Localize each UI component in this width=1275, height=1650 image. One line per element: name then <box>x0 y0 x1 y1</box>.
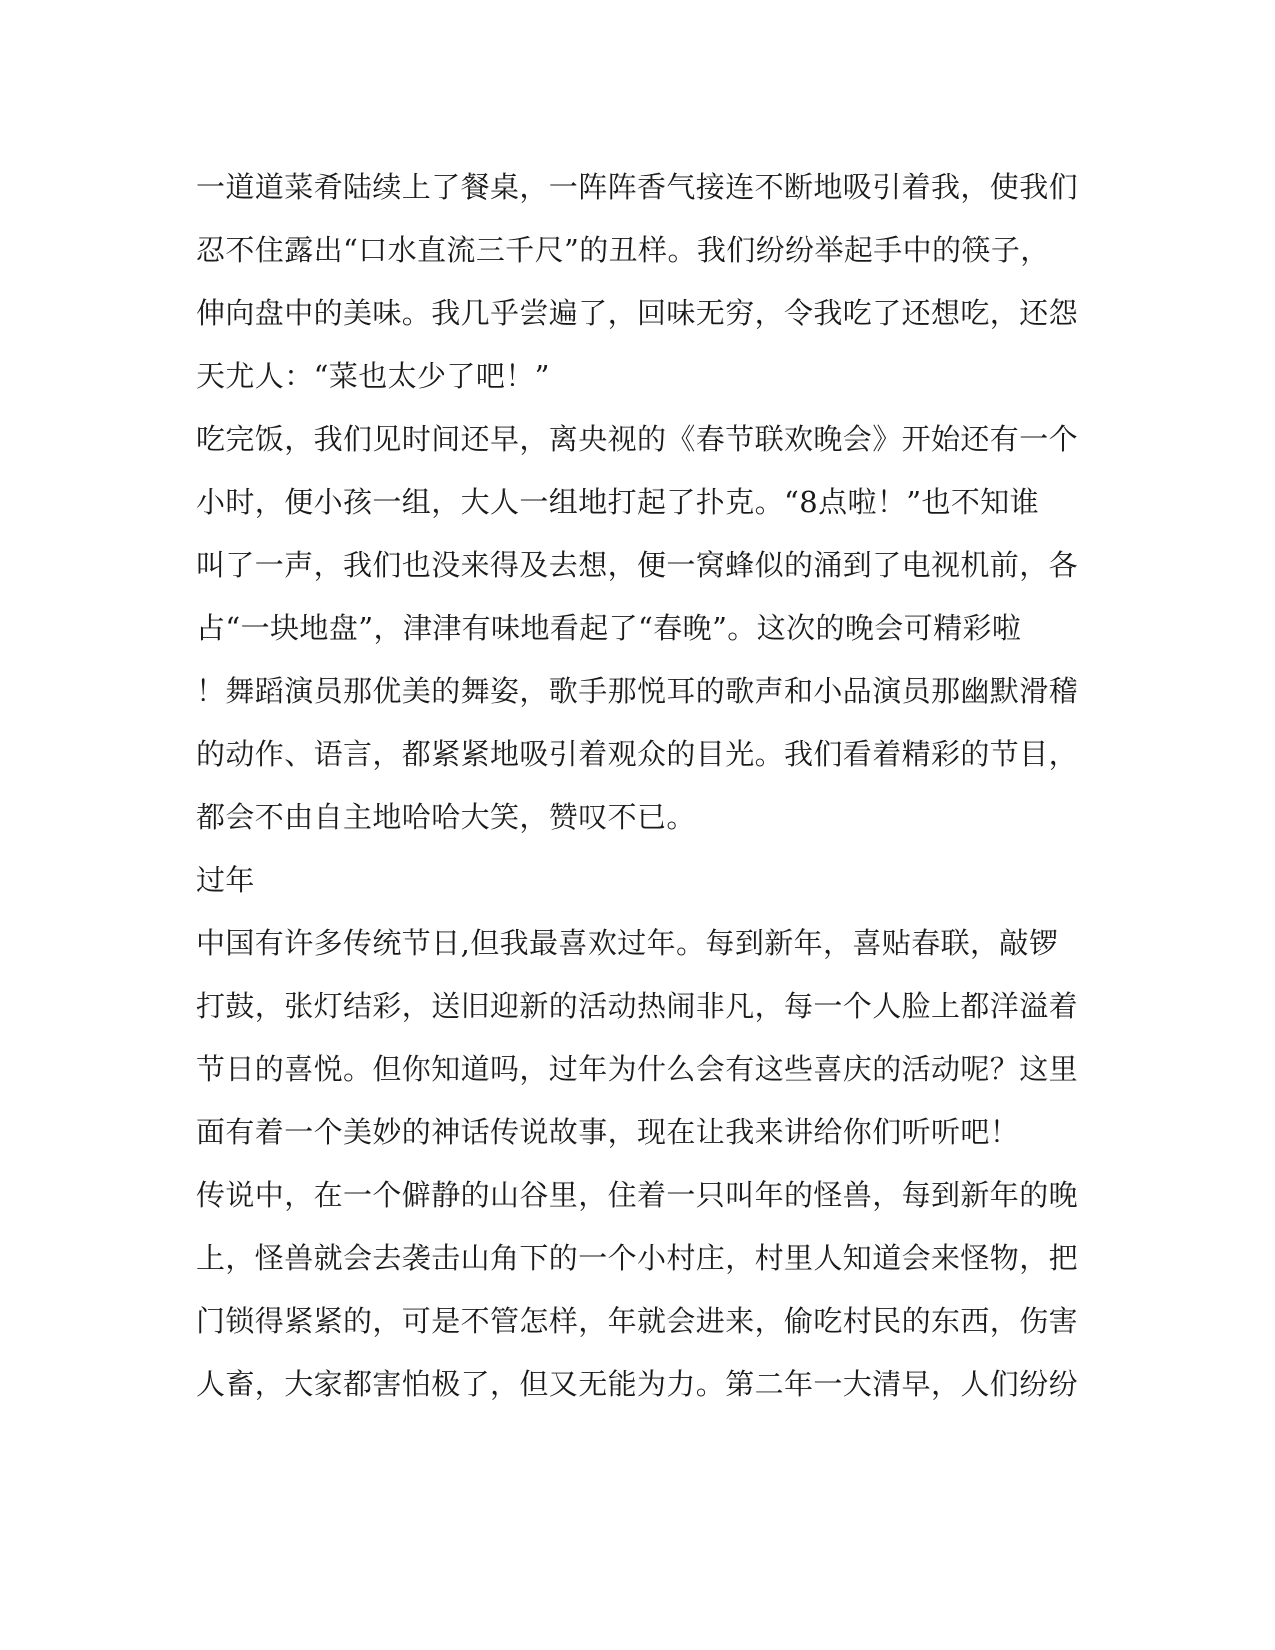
text-line: 中国有许多传统节日,但我最喜欢过年。每到新年，喜贴春联，敲锣 <box>196 926 1059 960</box>
text-line: 占“一块地盘”，津津有味地看起了“春晚”。这次的晚会可精彩啦 <box>196 611 1022 645</box>
text-line: 叫了一声，我们也没来得及去想，便一窝蜂似的涌到了电视机前，各 <box>196 548 1079 582</box>
text-line: 门锁得紧紧的，可是不管怎样，年就会进来，偷吃村民的东西，伤害 <box>196 1304 1079 1338</box>
text-line: 天尤人：“菜也太少了吧！” <box>196 359 550 393</box>
document-body <box>196 156 1079 1416</box>
text-line: 节日的喜悦。但你知道吗，过年为什么会有这些喜庆的活动呢？这里 <box>196 1052 1079 1086</box>
text-line: 的动作、语言，都紧紧地吸引着观众的目光。我们看着精彩的节目， <box>196 737 1079 771</box>
text-line: 忍不住露出“口水直流三千尺”的丑样。我们纷纷举起手中的筷子， <box>196 233 1050 267</box>
text-line: 打鼓，张灯结彩，送旧迎新的活动热闹非凡，每一个人脸上都洋溢着 <box>196 989 1079 1023</box>
text-line: 面有着一个美妙的神话传说故事，现在让我来讲给你们听听吧！ <box>196 1115 1020 1149</box>
text-line: ！舞蹈演员那优美的舞姿，歌手那悦耳的歌声和小品演员那幽默滑稽 <box>196 674 1079 708</box>
text-line: 人畜，大家都害怕极了，但又无能为力。第二年一大清早，人们纷纷 <box>196 1367 1079 1401</box>
text-line: 一道道菜肴陆续上了餐桌，一阵阵香气接连不断地吸引着我，使我们 <box>196 170 1079 204</box>
section-heading: 过年 <box>196 863 255 897</box>
text-line: 伸向盘中的美味。我几乎尝遍了，回味无穷，令我吃了还想吃，还怨 <box>196 296 1079 330</box>
text-line: 吃完饭，我们见时间还早，离央视的《春节联欢晚会》开始还有一个 <box>196 422 1079 456</box>
text-line: 上，怪兽就会去袭击山角下的一个小村庄，村里人知道会来怪物，把 <box>196 1241 1079 1275</box>
text-line: 都会不由自主地哈哈大笑，赞叹不已。 <box>196 800 696 834</box>
text-line: 小时，便小孩一组，大人一组地打起了扑克。“8点啦！”也不知谁 <box>196 485 1040 519</box>
text-line: 传说中，在一个僻静的山谷里，住着一只叫年的怪兽，每到新年的晚 <box>196 1178 1079 1212</box>
